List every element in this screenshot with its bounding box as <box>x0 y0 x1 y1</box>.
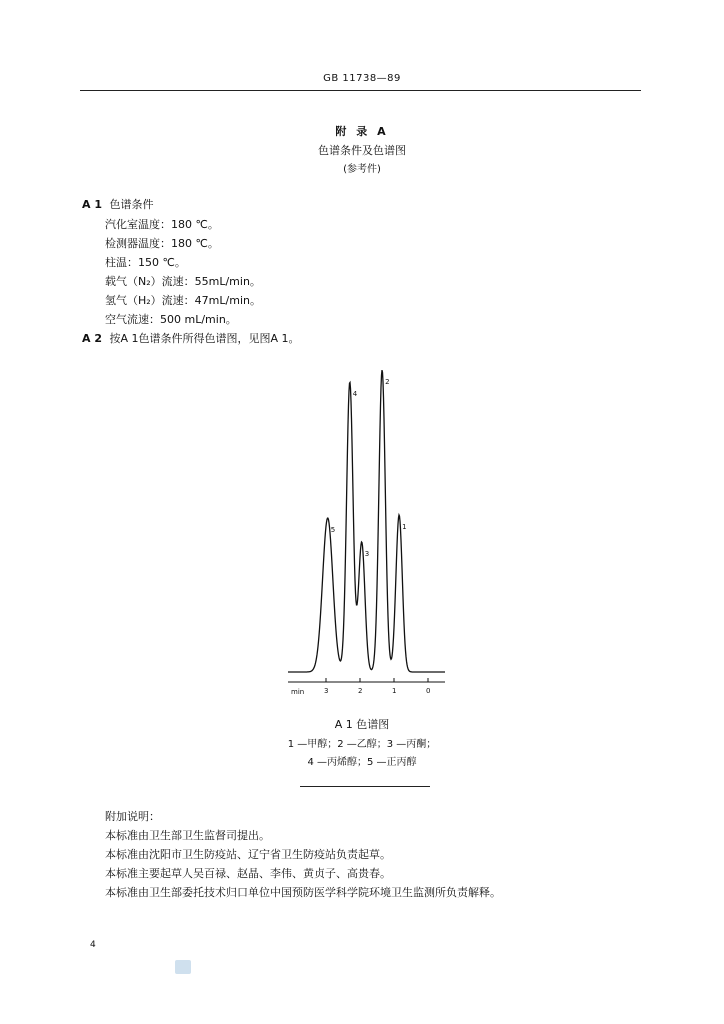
section-a1-title: 色谱条件 <box>109 198 154 211</box>
section-a2 <box>82 330 300 346</box>
appendix-note: (参考件) <box>343 164 381 175</box>
figure-legend-line: 4 —丙烯醇；5 —正丙醇 <box>307 757 417 768</box>
figure-rule <box>300 786 430 787</box>
x-tick-label: 3 <box>324 687 329 695</box>
x-tick-label: 1 <box>392 687 397 695</box>
condition-item: 汽化室温度：180 ℃。 <box>105 218 219 231</box>
section-a1-number: A 1 <box>82 198 102 211</box>
section-a2-text: 按A 1色谱条件所得色谱图，见图A 1。 <box>109 332 300 345</box>
note-line: 本标准主要起草人吴百禄、赵晶、李伟、黄贞子、高贵春。 <box>105 867 391 880</box>
x-ticks <box>324 678 430 695</box>
appendix-title: 附 录 A <box>335 125 389 138</box>
section-a2-number: A 2 <box>82 332 102 345</box>
note-line: 本标准由卫生部委托技术归口单位中国预防医学科学院环境卫生监测所负责解释。 <box>105 886 501 899</box>
condition-item: 检测器温度：180 ℃。 <box>105 237 219 250</box>
section-a1 <box>82 196 154 212</box>
appendix-subtitle: 色谱条件及色谱图 <box>318 144 406 157</box>
note-line: 本标准由沈阳市卫生防疫站、辽宁省卫生防疫站负责起草。 <box>105 848 391 861</box>
peak-label-4: 4 <box>352 390 358 399</box>
watermark-logo <box>175 960 191 974</box>
x-axis-label: min <box>291 688 305 696</box>
header-rule <box>80 90 641 91</box>
chromatogram <box>285 365 450 700</box>
condition-item: 柱温：150 ℃。 <box>105 256 186 269</box>
peak-label-3: 3 <box>364 550 370 559</box>
peak-label-1: 1 <box>402 523 407 531</box>
page-number: 4 <box>90 940 96 950</box>
condition-item: 载气（N₂）流速：55mL/min。 <box>105 275 261 288</box>
peak-label-2: 2 <box>385 378 390 386</box>
chromatogram-trace <box>288 370 445 672</box>
x-tick-label: 2 <box>358 687 363 695</box>
notes-heading: 附加说明： <box>105 810 160 823</box>
x-tick-label: 0 <box>426 687 431 695</box>
peaks-layer <box>331 378 407 558</box>
note-line: 本标准由卫生部卫生监督司提出。 <box>105 829 270 842</box>
figure-legend-line: 1 —甲醇；2 —乙醇；3 —丙酮； <box>287 739 437 750</box>
peak-label-5: 5 <box>330 526 336 534</box>
condition-item: 氢气（H₂）流速：47mL/min。 <box>105 294 261 307</box>
condition-item: 空气流速：500 mL/min。 <box>105 313 237 326</box>
figure-caption: A 1 色谱图 <box>334 718 390 731</box>
standard-code: GB 11738—89 <box>323 73 401 84</box>
